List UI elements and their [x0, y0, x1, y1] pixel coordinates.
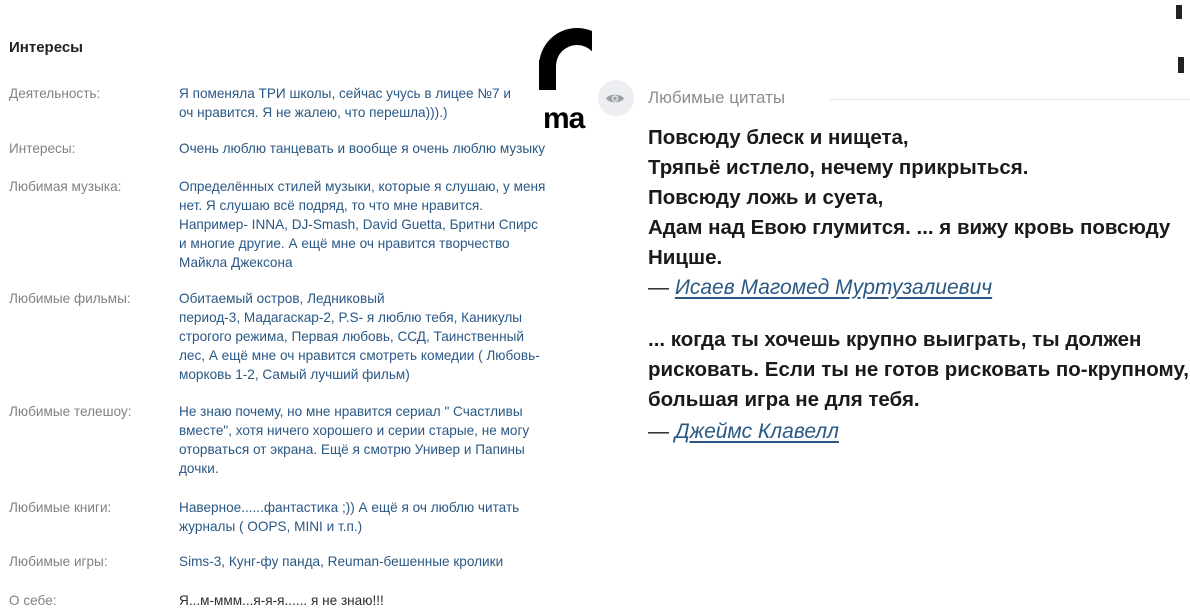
interests-heading: Интересы: [9, 39, 83, 56]
quote-author: [648, 420, 839, 444]
quote-author: [648, 276, 992, 300]
watermark-logo: [533, 20, 592, 138]
row-label: Любимые фильмы:: [9, 291, 131, 306]
row-value: Я...м-ммм...я-я-я...... я не знаю!!!: [179, 593, 384, 608]
row-value[interactable]: Определённых стилей музыки, которые я слушаю, у меня нет. Я слушаю всё подряд, то что мне нравится. Например- INNA, DJ-Smash, David Guetta, Бритни Спирс и многие другие. А ещё мне оч нравится творчество Майкла Джексона: [179, 179, 546, 270]
edge-glyph: [1176, 5, 1182, 19]
row-label: О себе:: [9, 593, 57, 608]
row-label: Любимые игры:: [9, 554, 108, 569]
row-label: Интересы:: [9, 141, 76, 156]
section-divider: [830, 99, 1190, 100]
row-value[interactable]: Наверное......фантастика ;)) А ещё я оч люблю читать журналы ( OOPS, MINI и т.п.): [179, 500, 520, 534]
row-label: Любимые книги:: [9, 500, 112, 515]
row-label: Любимая музыка:: [9, 179, 122, 194]
author-dash: —: [648, 420, 669, 443]
eye-icon: [605, 93, 625, 104]
row-value[interactable]: Очень люблю танцевать и вообще я очень люблю музыку: [179, 141, 546, 156]
favorite-quotes-panel: [598, 0, 1190, 614]
row-value[interactable]: Sims-3, Кунг-фу панда, Reuman-бешенные кролики: [179, 554, 504, 569]
row-value[interactable]: Не знаю почему, но мне нравится сериал " Счастливы вместе", хотя ничего хорошего и серии старые, не могу оторваться от экрана. Ещё я смотрю Универ и Папины дочки.: [179, 404, 530, 476]
visibility-toggle[interactable]: [598, 80, 634, 116]
row-label: Любимые телешоу:: [9, 404, 132, 419]
row-value[interactable]: Я поменяла ТРИ школы, сейчас учусь в лицее №7 и оч нравится. Я не жалею, что перешла))).): [179, 86, 511, 120]
section-title: Любимые цитаты: [648, 88, 786, 107]
author-link[interactable]: Исаев Магомед Муртузалиевич: [674, 276, 993, 299]
quote-text: Повсюду блеск и нищета, Тряпьё истлело, нечему прикрыться. Повсюду ложь и суета, Адам над Евою глумится. ... я вижу кровь повсюду Ницше.: [648, 126, 1171, 269]
quote-text: ... когда ты хочешь крупно выиграть, ты должен рисковать. Если ты не готов рисковать по-крупному, большая игра не для тебя.: [648, 328, 1190, 411]
edge-glyph: [1178, 57, 1184, 73]
author-dash: —: [648, 276, 669, 299]
profile-interests-panel: [0, 0, 592, 614]
author-link[interactable]: Джеймс Клавелл: [674, 420, 839, 443]
row-value[interactable]: Обитаемый остров, Ледниковый период-3, Мадагаскар-2, P.S- я люблю тебя, Каникулы строгого режима, Первая любовь, ССД, Таинственный лес, А ещё мне оч нравится смотреть комедии ( Любовь- морковь 1-2, Самый лучший фильм): [179, 291, 540, 382]
row-label: Деятельность:: [9, 86, 101, 101]
logo-text: ma: [543, 102, 585, 135]
